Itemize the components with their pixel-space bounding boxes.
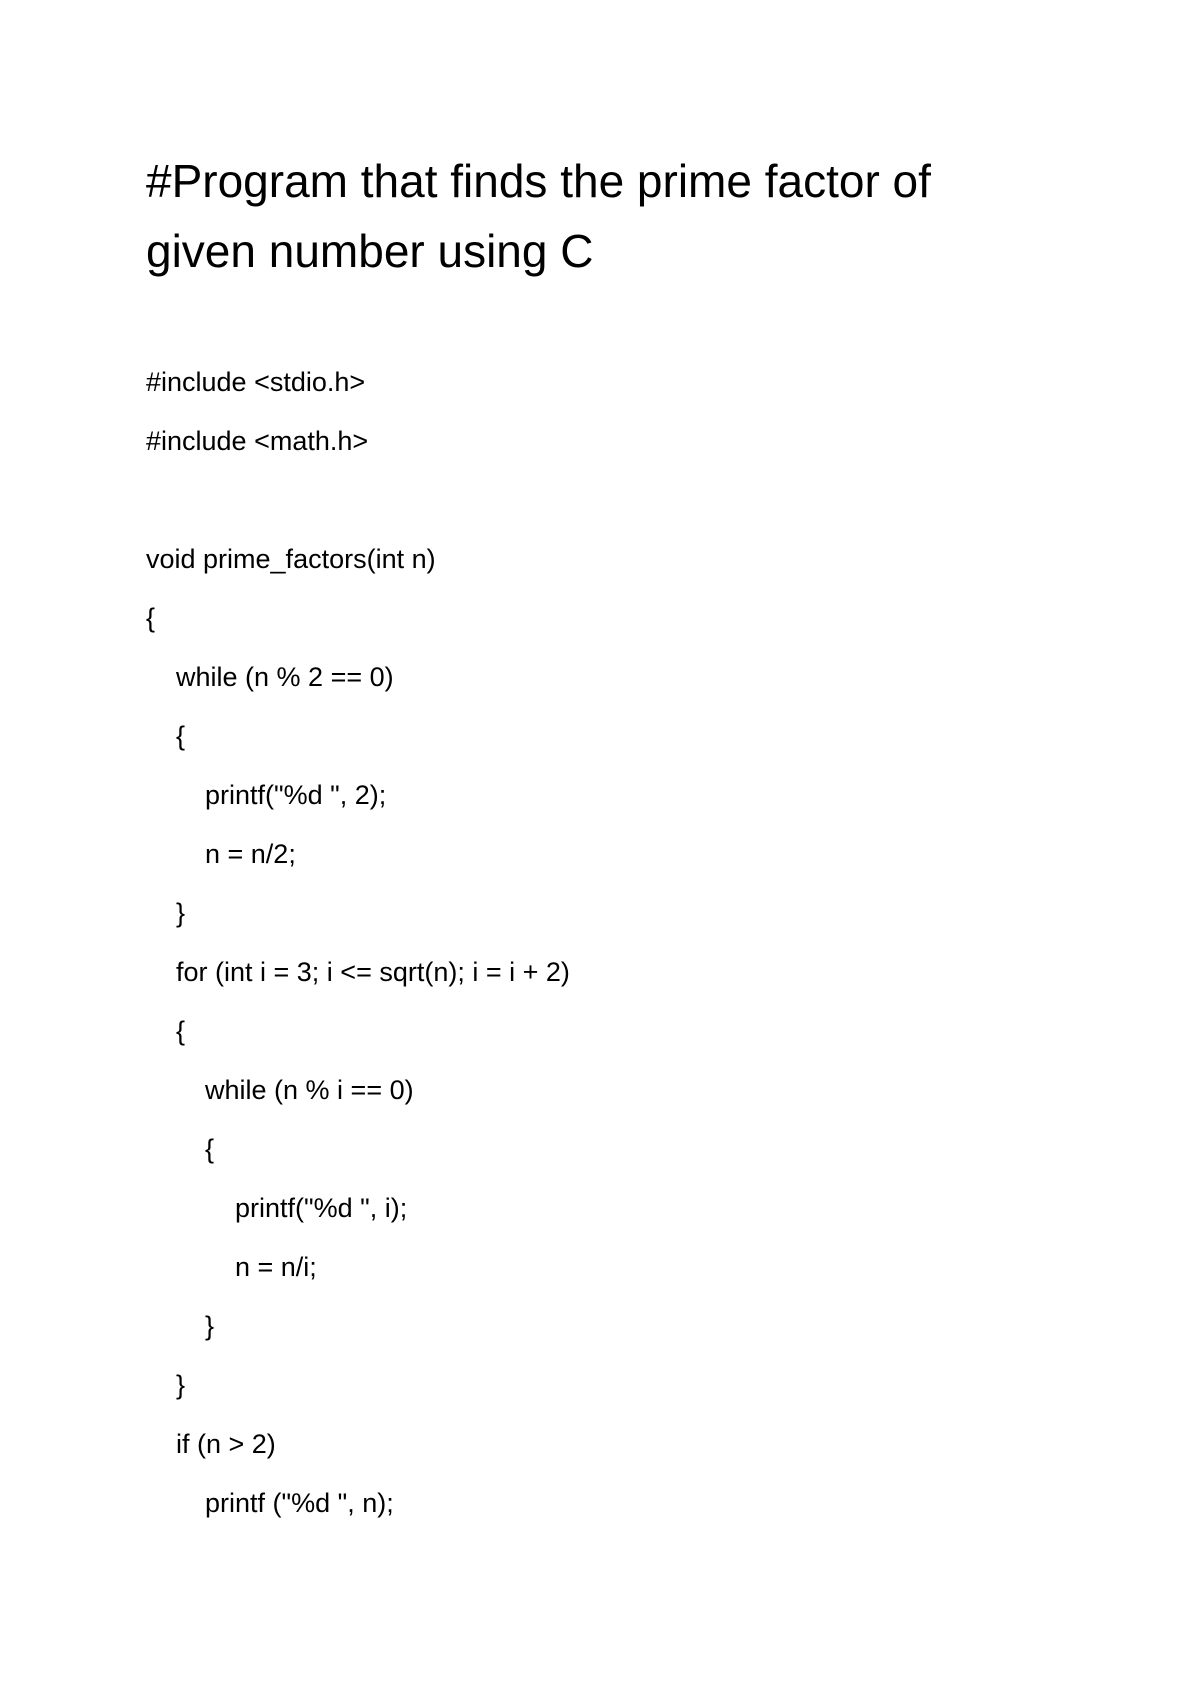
code-line-include-stdio: #include <stdio.h> [146,367,366,397]
code-line-printf-i: printf("%d ", i); [235,1193,408,1223]
code-line-open-brace: { [176,721,186,751]
code-line-close-brace: } [176,1370,186,1400]
code-line-while-divisible: while (n % i == 0) [205,1075,414,1105]
code-line-close-brace: } [205,1311,215,1341]
code-line-divide-two: n = n/2; [205,839,296,869]
code-line-printf-two: printf("%d ", 2); [205,780,387,810]
code-line-include-math: #include <math.h> [146,426,369,456]
code-block [146,0,1046,1698]
code-line-while-even: while (n % 2 == 0) [176,662,394,692]
code-line-open-brace: { [205,1134,215,1164]
code-line-open-brace: { [146,603,156,633]
title-line-2: given number using C [146,225,594,277]
code-line-close-brace: } [176,898,186,928]
code-line-divide-i: n = n/i; [235,1252,317,1282]
code-line-open-brace: { [176,1016,186,1046]
code-line-for-loop: for (int i = 3; i <= sqrt(n); i = i + 2) [176,957,570,987]
code-line-function-signature: void prime_factors(int n) [146,544,436,574]
code-line-if-greater: if (n > 2) [176,1429,276,1459]
title-line-1: #Program that finds the prime factor of [146,155,931,207]
code-line-printf-n: printf ("%d ", n); [205,1488,394,1518]
